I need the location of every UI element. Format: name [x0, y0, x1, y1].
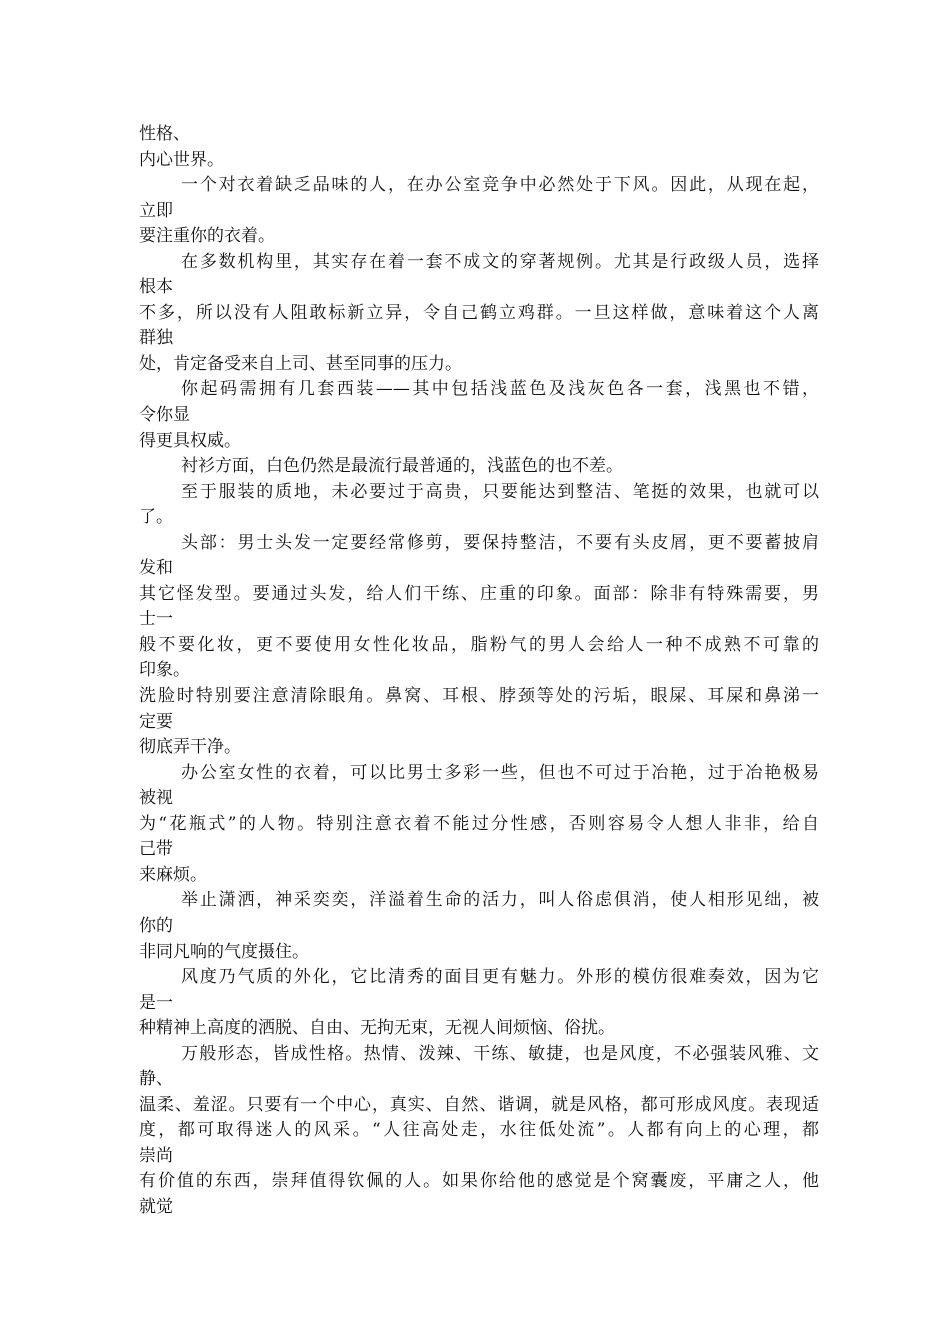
text-line: 定要 — [139, 711, 173, 732]
text-line: 风度乃气质的外化，它比清秀的面目更有魅力。外形的模仿很难奏效，因为它 — [181, 967, 819, 988]
text-line: 是一 — [139, 992, 173, 1013]
text-line: 处，肯定备受来自上司、甚至同事的压力。 — [139, 353, 462, 374]
text-line: 崇尚 — [139, 1145, 173, 1166]
text-line: 你的 — [139, 915, 173, 936]
text-line: 有价值的东西，崇拜值得钦佩的人。如果你给他的感觉是个窝囊废，平庸之人，他 — [139, 1171, 819, 1192]
text-line: 内心世界。 — [139, 149, 224, 170]
text-line: 其它怪发型。要通过头发，给人们干练、庄重的印象。面部：除非有特殊需要，男 — [139, 583, 819, 604]
text-line: 印象。 — [139, 660, 190, 681]
text-line: 根本 — [139, 277, 173, 298]
text-line: 己带 — [139, 839, 173, 860]
text-line: 为“花瓶式”的人物。特别注意衣着不能过分性感，否则容易令人想人非非，给自 — [139, 813, 819, 834]
text-line: 非同凡响的气度摄住。 — [139, 941, 309, 962]
text-line: 被视 — [139, 788, 173, 809]
text-line: 彻底弄干净。 — [139, 737, 241, 758]
text-line: 群独 — [139, 328, 173, 349]
body-text — [139, 122, 819, 1221]
text-line: 得更具权威。 — [139, 430, 241, 451]
text-line: 举止潇洒，神采奕奕，洋溢着生命的活力，叫人俗虑俱消，使人相形见绌，被 — [181, 890, 819, 911]
text-line: 洗脸时特别要注意清除眼角。鼻窝、耳根、脖颈等处的污垢，眼屎、耳屎和鼻涕一 — [139, 686, 819, 707]
text-line: 静、 — [139, 1069, 173, 1090]
text-line: 了。 — [139, 507, 173, 528]
text-line: 就觉 — [139, 1196, 173, 1217]
text-line: 至于服装的质地，未必要过于高贵，只要能达到整洁、笔挺的效果，也就可以 — [181, 481, 819, 502]
text-line: 种精神上高度的洒脱、自由、无拘无束，无视人间烦恼、俗扰。 — [139, 1018, 615, 1039]
text-line: 度，都可取得迷人的风采。“人往高处走，水往低处流”。人都有向上的心理，都 — [139, 1120, 819, 1141]
text-line: 性格、 — [139, 124, 190, 144]
text-line: 一个对衣着缺乏品味的人，在办公室竞争中必然处于下风。因此，从现在起， — [181, 175, 819, 196]
text-line: 立即 — [139, 200, 173, 221]
text-line: 温柔、羞涩。只要有一个中心，真实、自然、谐调，就是风格，都可形成风度。表现适 — [139, 1094, 819, 1115]
text-line: 在多数机构里，其实存在着一套不成文的穿著规例。尤其是行政级人员，选择 — [181, 251, 819, 272]
text-line: 衬衫方面，白色仍然是最流行最普通的，浅蓝色的也不差。 — [181, 456, 623, 477]
text-line: 发和 — [139, 558, 173, 579]
text-line: 头部：男士头发一定要经常修剪，要保持整洁，不要有头皮屑，更不要蓄披肩 — [181, 532, 819, 553]
text-line: 万般形态，皆成性格。热情、泼辣、干练、敏捷，也是风度，不必强装风雅、文 — [181, 1043, 819, 1064]
text-line: 不多，所以没有人阻敢标新立异，令自己鹤立鸡群。一旦这样做，意味着这个人离 — [139, 302, 819, 323]
text-line: 士一 — [139, 609, 173, 630]
text-line: 办公室女性的衣着，可以比男士多彩一些，但也不可过于冶艳，过于冶艳极易 — [181, 762, 819, 783]
text-line: 来麻烦。 — [139, 864, 207, 885]
text-line: 要注重你的衣着。 — [139, 226, 275, 247]
text-line: 令你显 — [139, 405, 190, 426]
text-line: 你起码需拥有几套西装——其中包括浅蓝色及浅灰色各一套，浅黑也不错， — [181, 379, 819, 400]
text-line: 般不要化妆，更不要使用女性化妆品，脂粉气的男人会给人一种不成熟不可靠的 — [139, 634, 819, 655]
